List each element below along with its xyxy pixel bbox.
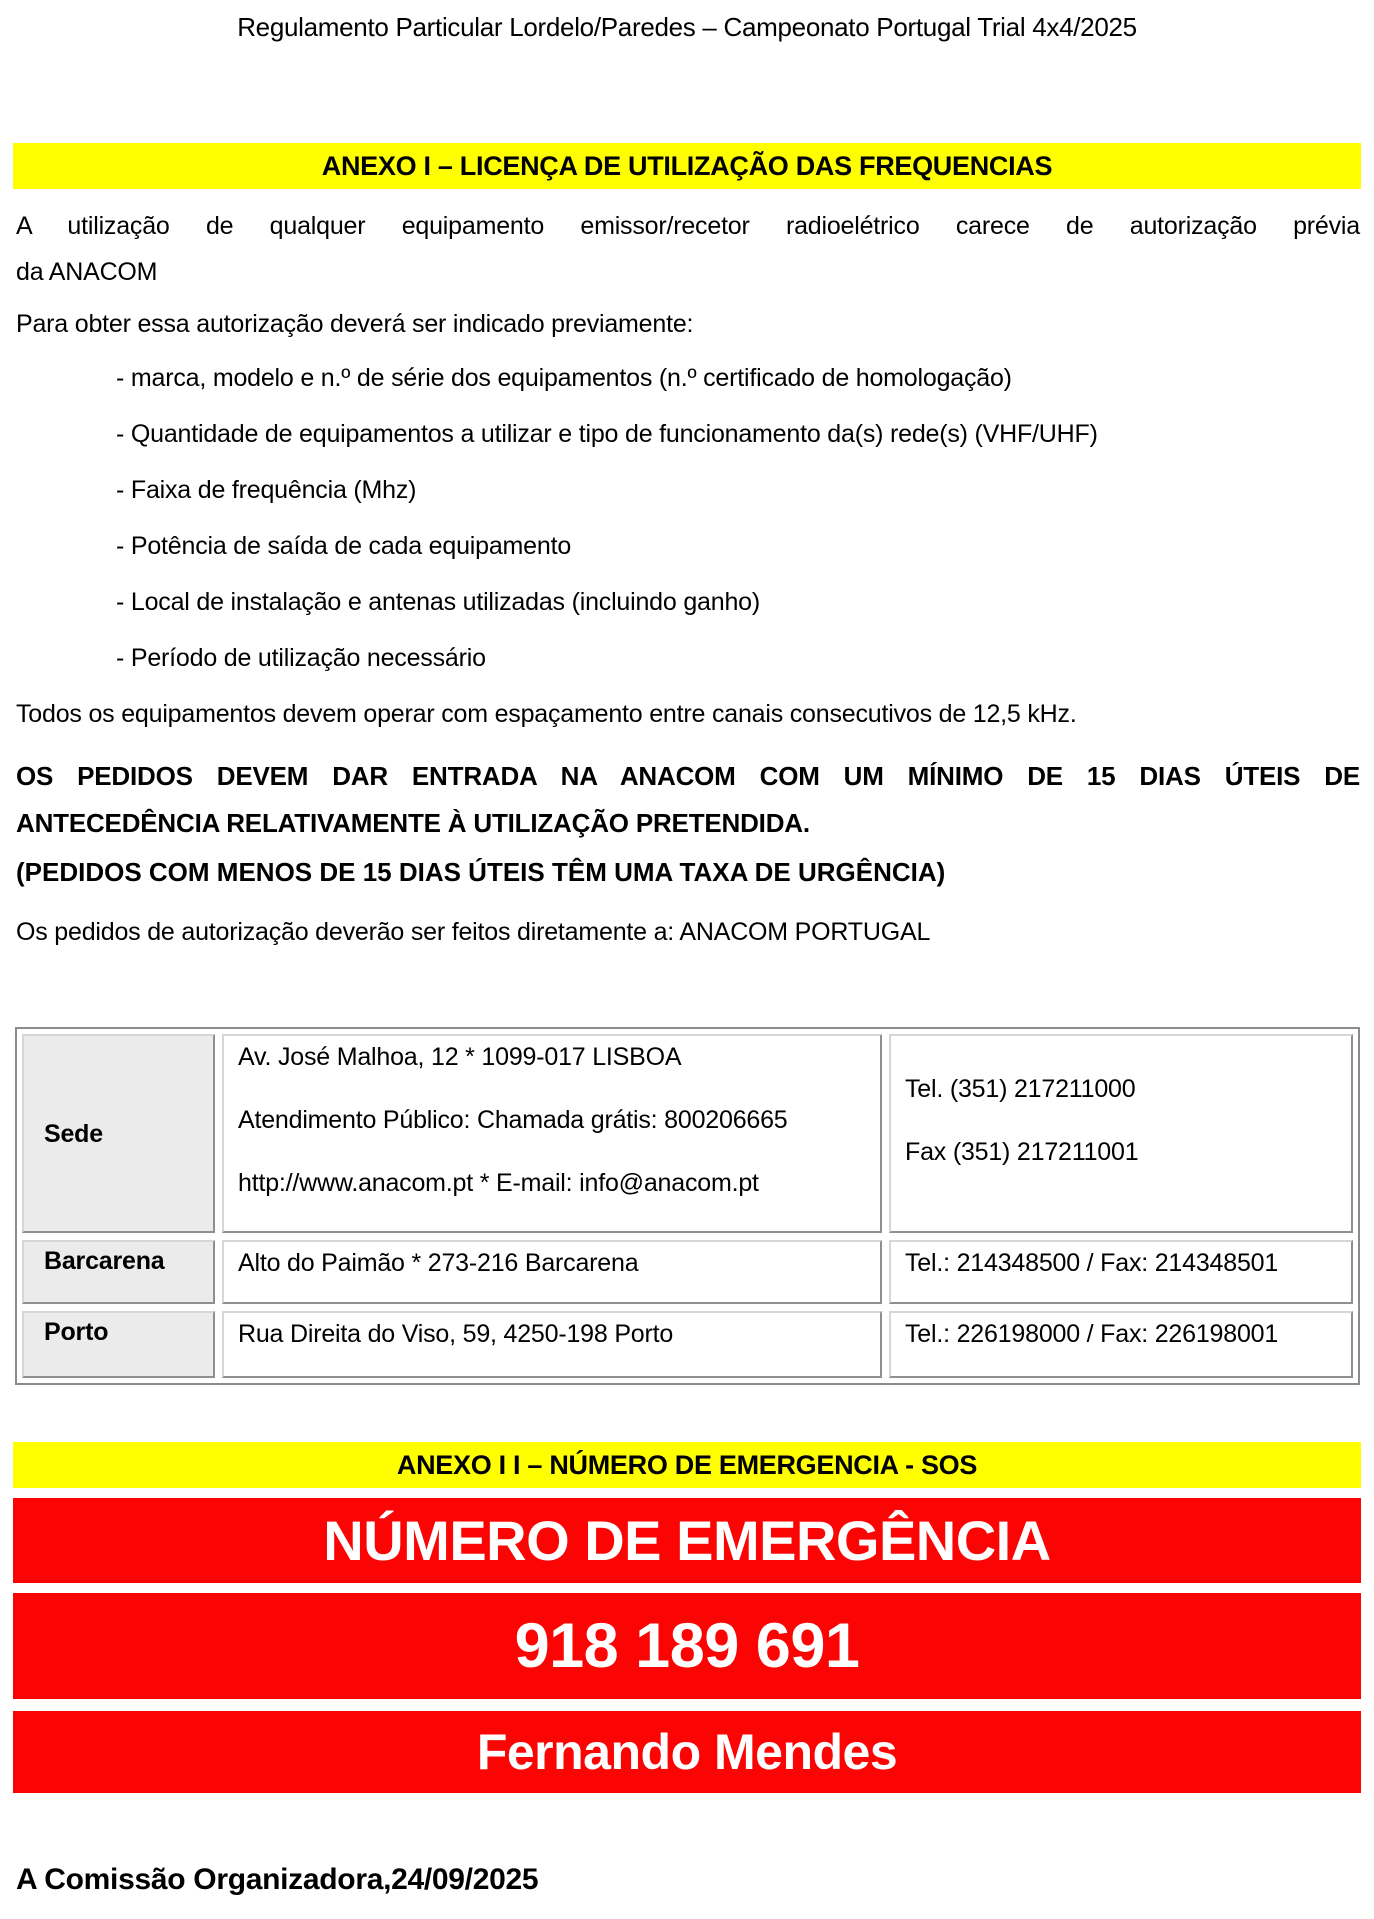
channel-spacing-note: Todos os equipamentos devem operar com espaçamento entre canais consecutivos de 12,5 kHz. bbox=[16, 700, 1077, 728]
table-cell-phone-porto bbox=[889, 1311, 1353, 1378]
anacom-contacts-table bbox=[15, 1027, 1360, 1385]
anexo1-body bbox=[0, 203, 1374, 947]
anexo1-title-band bbox=[13, 143, 1361, 189]
porto-phone-line: Tel.: 226198000 / Fax: 226198001 bbox=[905, 1320, 1279, 1348]
list-item: - Quantidade de equipamentos a utilizar e tipo de funcionamento da(s) rede(s) (VHF/UHF) bbox=[116, 420, 1098, 448]
table-cell-phone-barcarena bbox=[889, 1240, 1353, 1304]
pre-list-paragraph: Para obter essa autorização deverá ser indicado previamente: bbox=[16, 310, 694, 338]
table-cell-phone-sede bbox=[889, 1034, 1353, 1233]
sede-phone-line: Tel. (351) 217211000 bbox=[905, 1075, 1136, 1103]
deadline-line-2: ANTECEDÊNCIA RELATIVAMENTE À UTILIZAÇÃO PRETENDIDA. bbox=[16, 808, 810, 838]
emergency-number-text: 918 189 691 bbox=[514, 1611, 860, 1681]
table-cell-address-sede bbox=[222, 1034, 882, 1233]
requests-note: Os pedidos de autorização deverão ser feitos diretamente a: ANACOM PORTUGAL bbox=[16, 918, 931, 946]
list-item: - Faixa de frequência (Mhz) bbox=[116, 476, 417, 504]
anexo2-title: ANEXO I I – NÚMERO DE EMERGENCIA - SOS bbox=[396, 1449, 978, 1480]
emergency-banner-title bbox=[13, 1498, 1361, 1583]
intro-line-2: da ANACOM bbox=[16, 258, 158, 286]
table-cell-label-porto bbox=[22, 1311, 215, 1378]
emergency-banner-number bbox=[13, 1593, 1361, 1699]
label-porto: Porto bbox=[44, 1318, 109, 1346]
urgency-note: (PEDIDOS COM MENOS DE 15 DIAS ÚTEIS TÊM UMA TAXA DE URGÊNCIA) bbox=[16, 857, 946, 887]
anexo2-title-band bbox=[13, 1442, 1361, 1488]
list-item: - Potência de saída de cada equipamento bbox=[116, 532, 572, 560]
page-title: Regulamento Particular Lordelo/Paredes – Campeonato Portugal Trial 4x4/2025 bbox=[237, 12, 1137, 42]
porto-address-line: Rua Direita do Viso, 59, 4250-198 Porto bbox=[238, 1320, 674, 1348]
sede-phone-line: Fax (351) 217211001 bbox=[905, 1138, 1139, 1166]
sede-address-line: Atendimento Público: Chamada grátis: 800206665 bbox=[238, 1106, 788, 1134]
list-item: - Local de instalação e antenas utilizadas (incluindo ganho) bbox=[116, 588, 760, 616]
emergency-contact-name: Fernando Mendes bbox=[476, 1724, 898, 1780]
list-item: - marca, modelo e n.º de série dos equipamentos (n.º certificado de homologação) bbox=[116, 364, 1012, 392]
table-cell-address-porto bbox=[222, 1311, 882, 1378]
label-sede: Sede bbox=[44, 1119, 103, 1148]
sede-address-line: http://www.anacom.pt * E-mail: info@anacom.pt bbox=[238, 1169, 759, 1197]
intro-line-1: A utilização de qualquer equipamento emissor/recetor radioelétrico carece de autorização prévia bbox=[16, 212, 1360, 240]
label-barcarena: Barcarena bbox=[44, 1247, 165, 1275]
footer-signature: A Comissão Organizadora,24/09/2025 bbox=[16, 1863, 539, 1896]
barcarena-phone-line: Tel.: 214348500 / Fax: 214348501 bbox=[905, 1249, 1279, 1277]
anexo1-title: ANEXO I – LICENÇA DE UTILIZAÇÃO DAS FREQUENCIAS bbox=[321, 150, 1053, 181]
table-cell-address-barcarena bbox=[222, 1240, 882, 1304]
deadline-paragraph bbox=[16, 753, 1360, 847]
list-item: - Período de utilização necessário bbox=[116, 644, 486, 672]
table-cell-label-barcarena bbox=[22, 1240, 215, 1304]
intro-paragraph bbox=[16, 203, 1360, 295]
table-cell-label-sede bbox=[22, 1034, 215, 1233]
barcarena-address-line: Alto do Paimão * 273-216 Barcarena bbox=[238, 1249, 639, 1277]
emergency-banner-name bbox=[13, 1711, 1361, 1793]
sede-address-line: Av. José Malhoa, 12 * 1099-017 LISBOA bbox=[238, 1043, 682, 1071]
emergency-title-text: NÚMERO DE EMERGÊNCIA bbox=[323, 1509, 1051, 1572]
deadline-line-1: OS PEDIDOS DEVEM DAR ENTRADA NA ANACOM COM UM MÍNIMO DE 15 DIAS ÚTEIS DE bbox=[16, 761, 1360, 791]
requirements-list bbox=[16, 363, 1360, 673]
